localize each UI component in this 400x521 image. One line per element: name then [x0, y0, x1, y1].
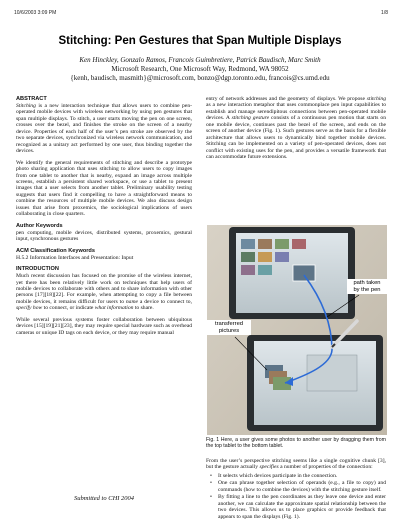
top-tablet: [229, 227, 355, 319]
keywords-heading: Author Keywords: [16, 222, 63, 229]
abstract-paragraph-1: [16, 103, 192, 155]
path-label: [347, 279, 387, 294]
stitching-term: Stitching: [16, 103, 36, 109]
abstract-heading: ABSTRACT: [16, 96, 47, 102]
abstract-paragraph-2: We identify the general requirements of stitching and describe a prototype photo sharing application that uses stitching to allow users to copy images from one tablet to another that is nearby, expand an image across multiple screens, establish a persistent shared workspace, or use a tablet to present images that a user selects from another tablet. Preliminary usability testing suggests that users find it compelling to have a straightforward means to combine the resources of multiple mobile devices. We also discuss design issues that arise from proxemics, the sociological implications of users collaborating in close quarters.: [16, 159, 192, 218]
introduction-heading: INTRODUCTION: [16, 266, 59, 273]
thumbnail: [241, 239, 255, 249]
properties-text-b: a number of properties of the connection:: [278, 464, 373, 471]
properties-intro: [206, 458, 386, 471]
intro-paragraph-3: [206, 96, 386, 161]
transferred-label: [207, 320, 251, 335]
intro-em-how: specify how: [16, 305, 43, 312]
thumbnail: [241, 252, 255, 262]
intro-em-name: name: [125, 298, 138, 305]
paper-title: Stitching: Pen Gestures that Span Multiple Displays: [58, 35, 342, 47]
bottom-tablet: [247, 335, 383, 431]
print-header: [14, 10, 388, 16]
figure-1-caption: Fig. 1 Here, a user gives some photos to another user by dragging them from the top tablet to the bottom tablet.: [206, 437, 386, 450]
submission-note: Submitted to CHI 2004: [73, 495, 135, 502]
left-column: [16, 96, 192, 341]
transferred-label-text: transferred pictures: [214, 321, 244, 334]
author-emails: {kenh, baudisch, masmith}@microsoft.com, bonzo@dgp.toronto.edu, francois@cs.umd.edu: [70, 74, 330, 82]
intro-text-c: to connect, or indicate: [42, 305, 95, 312]
thumbnail: [275, 252, 289, 262]
thumbnail: [292, 239, 306, 249]
list-item: • One can phrase together selection of operands (e.g., a file to copy) and commands (how to combine the devices) with the stitching gesture itself.: [218, 480, 386, 493]
properties-list: [206, 473, 386, 520]
author-names: Ken Hinckley, Gonzalo Ramos, Francois Guimbretiere, Patrick Baudisch, Marc Smith: [79, 56, 321, 64]
thumbnail: [258, 239, 272, 249]
intro-em-what: what information: [94, 305, 134, 312]
intro-em-stitching-gesture: stitching gesture: [231, 115, 270, 122]
selected-photo: [293, 265, 315, 281]
affiliation: Microsoft Research, One Microsoft Way, Redmond, WA 98052: [111, 65, 289, 73]
print-timestamp: 10/6/2003 3:09 PM: [14, 10, 57, 16]
intro-paragraph-1: [16, 273, 192, 312]
path-label-text: path taken by the pen: [353, 280, 381, 293]
intro-text-a: Much recent discussion has focused on the promise of the wireless internet, yet there has been relatively little work on techniques that help users of mobile devices to collaborate with others and to share information with other persons [17][18][22]. For example, when attempting to copy a file between mobile devices, it remains difficult for users to: [16, 273, 192, 305]
thumbnail: [258, 265, 272, 275]
properties-text-a: From the user’s perspective stitching seems like a single cognitive chunk [3], but the gesture actually: [206, 458, 386, 471]
keywords-text: pen computing, mobile devices, distributed systems, proxemics, gestural input, synchronous gestures: [16, 229, 192, 243]
intro-paragraph-2: While several previous systems foster collaboration between ubiquitous devices [15][19][21][23], they may require special hardware such as overhead cameras or unique ID tags on each device, or they may require manual: [16, 316, 192, 336]
intro-text-d: to share.: [133, 305, 154, 312]
intro-text-3a: entry of network addresses and the geometry of displays. We propose: [206, 96, 367, 102]
acm-text: H.5.2 Information Interfaces and Presentation: Input: [16, 254, 134, 261]
properties-em: specifies: [259, 464, 279, 471]
right-column: [206, 96, 386, 166]
intro-text-3c: consists of a continuous pen motion that starts on one mobile device, continues past the bezel of the screen, and ends on the screen of another device (Fig. 1). Such gestures serve as the basis for a flexible architecture that allows users to dynamically bind together mobile devices. Stitching can be implemented on a variety of pen-operated devices, does not conflict with existing uses for the pen, and provides a versatile framework that can accommodate future extensions.: [206, 115, 387, 161]
acm-heading: ACM Classification Keywords: [16, 247, 95, 254]
intro-text-b: a device to connect to,: [138, 298, 192, 305]
list-item: • It selects which devices participate in the connection.: [218, 473, 386, 479]
bottom-tablet-window: [307, 355, 357, 391]
thumbnail: [241, 265, 255, 275]
figure-1: [207, 225, 387, 435]
page-number: 1/8: [381, 10, 388, 16]
intro-em-stitching: stitching: [366, 96, 386, 102]
properties-section: [206, 458, 386, 521]
intro-text-3b: as a new interaction metaphor that uses commonplace pen input capabilities to establish and manage serendipitous connections between pen-operated mobile devices. A: [206, 102, 386, 122]
author-block: [0, 56, 400, 83]
thumbnail: [258, 252, 272, 262]
abstract-text-1: is a new interaction technique that allows users to combine pen-operated mobile devices with wireless networking by using pen gestures that span multiple displays. To stitch, a user starts moving the pen on one screen, crosses over the bezel, and finishes the stroke on the screen of a nearby device. Properties of each half of the user’s pen stroke are observed by the two separate devices, synchronized via wireless network communication, and recognized as a unitary act performed by one user, thus binding together the devices.: [16, 103, 192, 155]
thumbnail: [275, 239, 289, 249]
list-item: • By fitting a line to the pen coordinates as they leave one device and enter another, we can calculate the approximate spatial relationship between the two devices. This allows us to place graphics or provide feedback that appears to span the displays (Fig. 1).: [218, 494, 386, 520]
